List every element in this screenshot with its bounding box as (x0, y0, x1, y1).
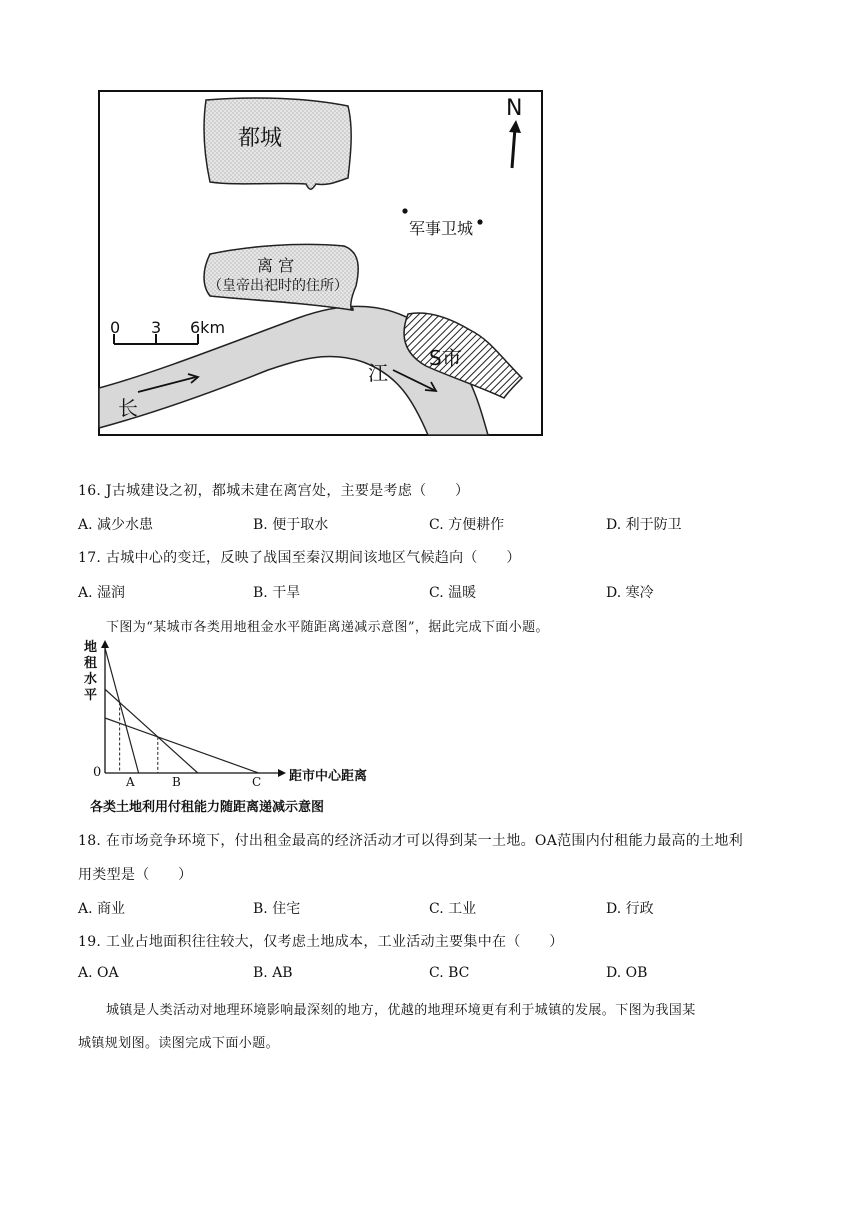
rent-chart-caption: 各类土地利用付租能力随距离递减示意图 (90, 800, 325, 815)
capital-label: 都城 (238, 126, 283, 151)
rent-curve-1 (105, 648, 139, 773)
rent-chart-tick-c: C (252, 775, 262, 789)
q17-option-c[interactable]: C. 温暖 (429, 585, 477, 601)
question-19: 19. 工业占地面积往往较大，仅考虑土地成本，工业活动主要集中在（ ） (78, 934, 564, 950)
ylabel-char-2: 租 (84, 656, 98, 671)
intro-rent-chart: 下图为“某城市各类用地租金水平随距离递减示意图”，据此完成下面小题。 (106, 620, 549, 635)
question-18-line2: 用类型是（ ） (78, 867, 193, 883)
scale-label-3: 3 (151, 318, 162, 337)
s-city-label: S市 (429, 346, 462, 370)
ylabel-char-3: 水 (84, 672, 98, 687)
rent-chart-axes (105, 646, 278, 773)
q18-option-c[interactable]: C. 工业 (429, 901, 477, 917)
q16-option-b[interactable]: B. 便于取水 (253, 517, 329, 533)
q19-option-c[interactable]: C. BC (429, 965, 470, 981)
q18-option-b[interactable]: B. 住宅 (253, 901, 301, 917)
ylabel-char-1: 地 (84, 640, 98, 655)
river-label-jiang: 江 (368, 361, 388, 385)
palace-label: 离 宫 (257, 256, 295, 275)
intro-town-plan-line1: 城镇是人类活动对地理环境影响最深刻的地方，优越的地理环境更有利于城镇的发展。下图为我国某 (106, 1003, 696, 1018)
q18-option-d[interactable]: D. 行政 (606, 901, 654, 917)
intro-town-plan-line2: 城镇规划图。读图完成下面小题。 (78, 1036, 280, 1051)
q18-option-a[interactable]: A. 商业 (78, 901, 126, 917)
scale-label-6km: 6km (190, 318, 226, 337)
y-axis-arrowhead (101, 640, 109, 648)
question-16: 16. J古城建设之初，都城未建在离宫处，主要是考虑（ ） (78, 483, 470, 499)
ylabel-char-4: 平 (84, 688, 98, 703)
rent-curve-2 (105, 689, 198, 773)
military-city-label: 军事卫城 (409, 219, 474, 238)
rent-chart-tick-a: A (126, 775, 135, 789)
q19-option-b[interactable]: B. AB (253, 965, 293, 981)
north-label: N (506, 96, 523, 121)
q17-option-b[interactable]: B. 干旱 (253, 585, 301, 601)
rent-chart-origin: 0 (93, 765, 102, 780)
q17-option-a[interactable]: A. 湿润 (78, 585, 126, 601)
q16-option-d[interactable]: D. 利于防卫 (606, 517, 682, 533)
rent-chart-tick-b: B (172, 775, 181, 789)
river-label-chang: 长 (118, 396, 138, 420)
q17-option-d[interactable]: D. 寒冷 (606, 585, 654, 601)
palace-note-label: （皇帝出祀时的住所） (208, 278, 348, 294)
q16-option-a[interactable]: A. 减少水患 (78, 517, 154, 533)
question-18-line1: 18. 在市场竞争环境下，付出租金最高的经济活动才可以得到某一土地。OA范围内付租能力最高的土地利 (78, 833, 743, 849)
scale-label-0: 0 (110, 318, 121, 337)
q19-option-a[interactable]: A. OA (78, 965, 119, 981)
rent-curve-3 (105, 718, 259, 773)
rent-chart-xlabel: 距市中心距离 (289, 769, 368, 784)
q16-option-c[interactable]: C. 方便耕作 (429, 517, 505, 533)
x-axis-arrowhead (278, 769, 286, 777)
q19-option-d[interactable]: D. OB (606, 965, 648, 981)
question-17: 17. 古城中心的变迁，反映了战国至秦汉期间该地区气候趋向（ ） (78, 550, 521, 566)
